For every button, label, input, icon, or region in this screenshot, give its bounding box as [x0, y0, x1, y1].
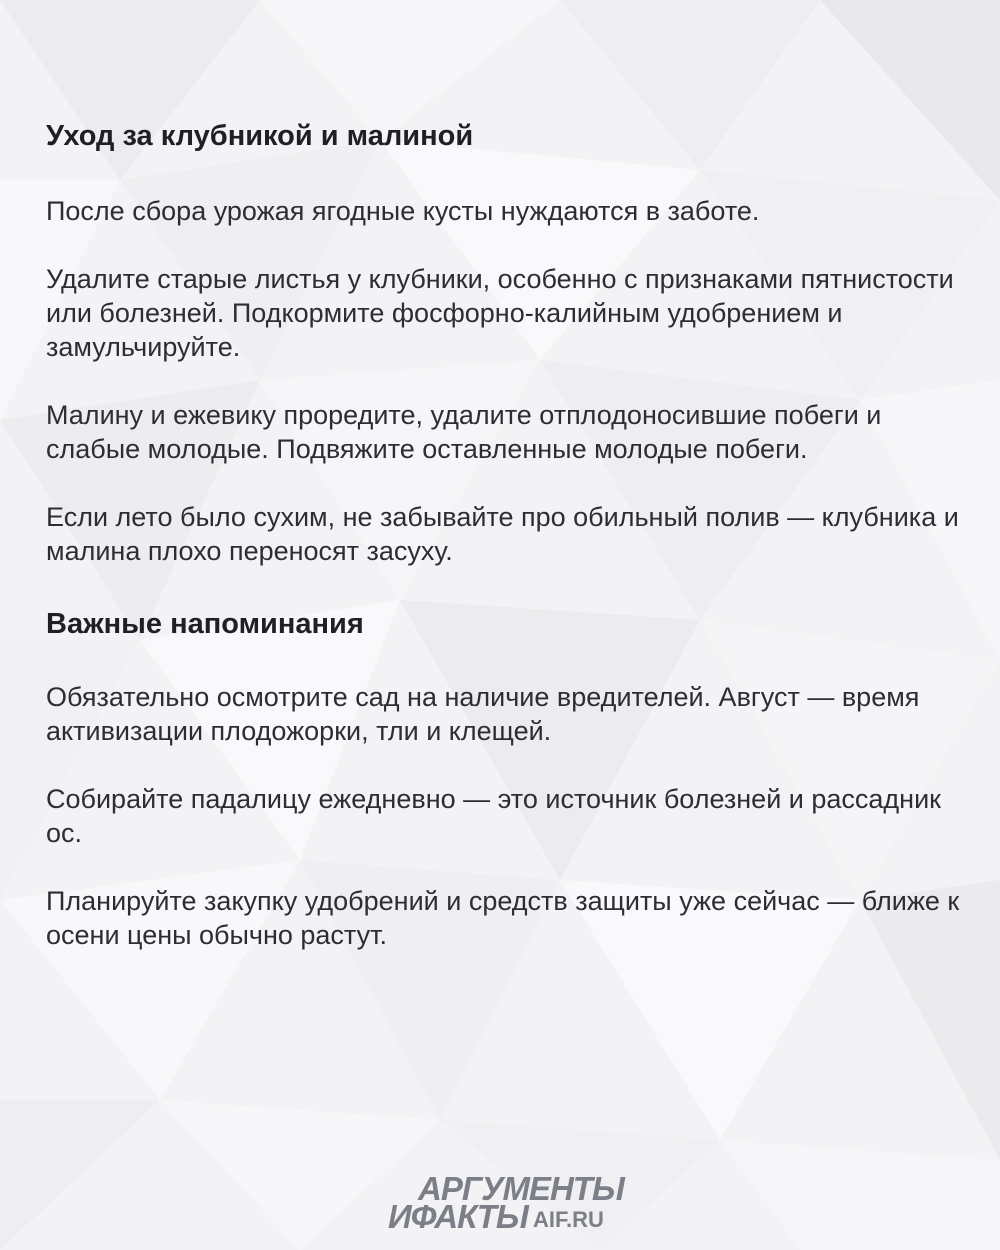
paragraph: Малину и ежевику проредите, удалите отплодоносившие побеги и слабые молодые. Подвяжите оставленные молодые побеги.	[46, 400, 882, 464]
article-body	[46, 118, 961, 952]
paragraph: Если лето было сухим, не забывайте про обильный полив — клубника и малина плохо переносят засуху.	[46, 502, 959, 566]
section-title-reminders: Важные напоминания	[46, 608, 364, 640]
paragraph: Собирайте падалицу ежедневно — это источник болезней и рассадник ос.	[46, 784, 941, 848]
logo-line-2: ИФАКТЫ	[388, 1198, 528, 1235]
logo-domain: AIF.RU	[533, 1207, 604, 1232]
paragraph: Планируйте закупку удобрений и средств защиты уже сейчас — ближе к осени цены обычно растут.	[46, 886, 960, 950]
paragraph: Обязательно осмотрите сад на наличие вредителей. Август — время активизации плодожорки, тли и клещей.	[46, 682, 920, 746]
aif-logo	[388, 1170, 638, 1235]
logo-line-1: АРГУМЕНТЫ	[418, 1170, 624, 1207]
section-title-berry-care: Уход за клубникой и малиной	[46, 120, 474, 152]
paragraph: Удалите старые листья у клубники, особенно с признаками пятнистости или болезней. Подкормите фосфорно-калийным удобрением и замульчируйте.	[46, 264, 954, 362]
paragraph: После сбора урожая ягодные кусты нуждаются в заботе.	[46, 196, 760, 226]
